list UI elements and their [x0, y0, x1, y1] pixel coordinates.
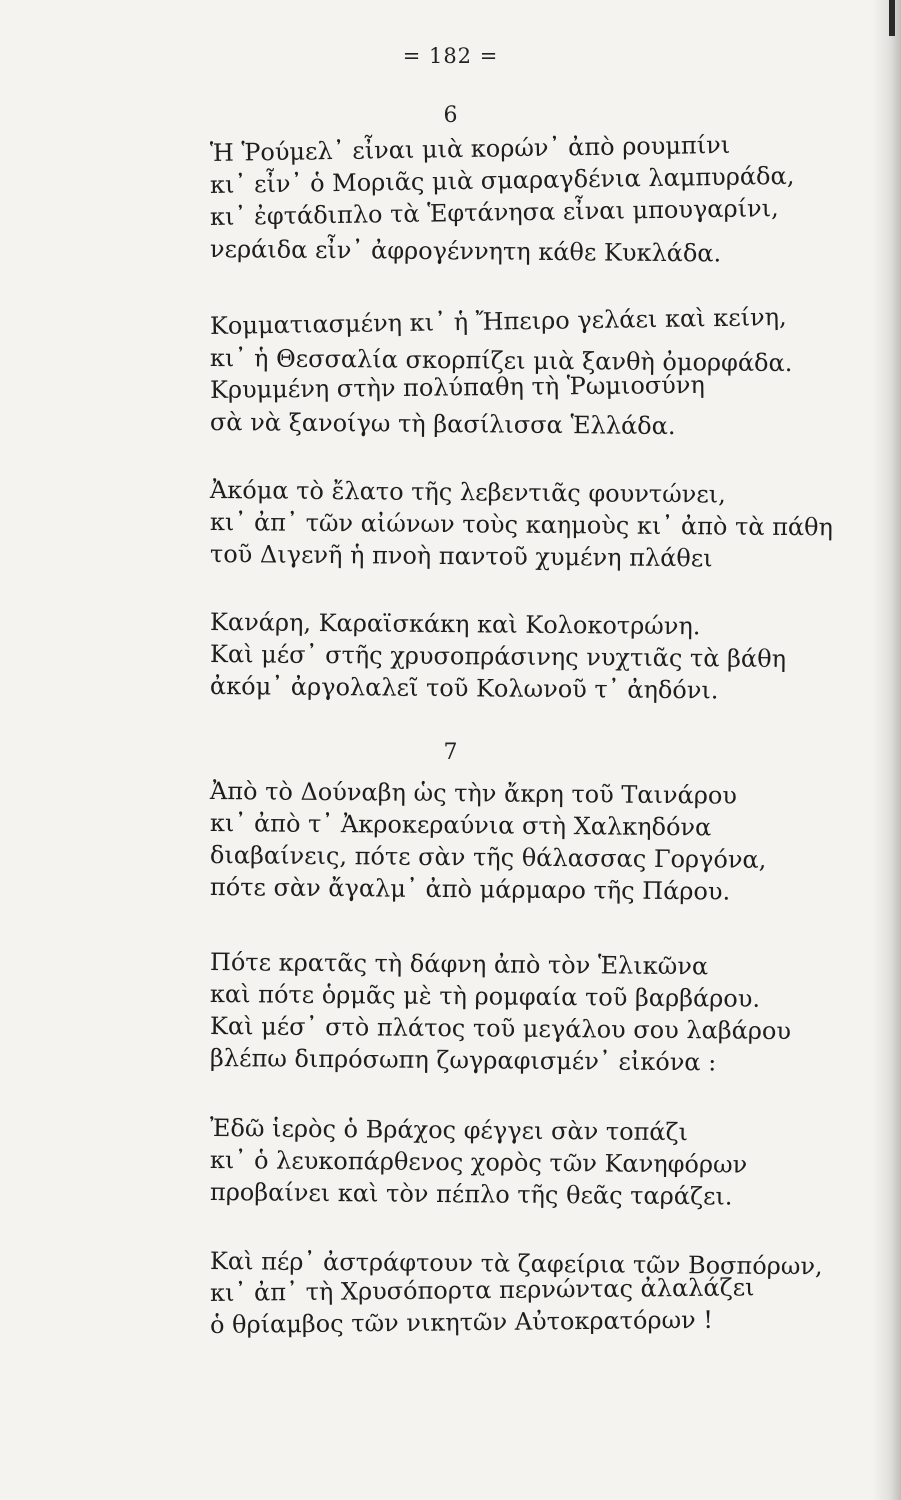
verse-line: κι᾽ ἀπὸ τ᾽ Ἀκροκεραύνια στὴ Χαλκηδόνα	[209, 809, 712, 842]
verse-line: Ἐδῶ ἱερὸς ὁ Βράχος φέγγει σὰν τοπάζι	[209, 1114, 689, 1147]
verse-line: τοῦ Διγενῆ ἡ πνοὴ παντοῦ χυμένη πλάθει	[209, 540, 713, 573]
verse-line: Καὶ μέσ᾽ στὸ πλάτος τοῦ μεγάλου σου λαβάρου	[209, 1012, 792, 1046]
verse-line: Καὶ πέρ᾽ ἀστράφτουν τὰ ζαφείρια τῶν Βοσπόρων,	[209, 1247, 823, 1281]
verse-line: ὁ θρίαμβος τῶν νικητῶν Αὐτοκρατόρων !	[209, 1305, 714, 1339]
verse-line: Ἀπὸ τὸ Δούναβη ὡς τὴν ἄκρη τοῦ Ταινάρου	[209, 777, 738, 810]
stanza-6-1	[209, 130, 810, 268]
verse-line: Ἀκόμα τὸ ἔλατο τῆς λεβεντιᾶς φουντώνει,	[209, 476, 726, 509]
stanza-7-4	[209, 1245, 823, 1341]
verse-line: κι᾽ εἶν᾽ ὁ Μοριᾶς μιὰ σμαραγδένια λαμπυράδα,	[209, 161, 795, 199]
stanza-6-4	[209, 606, 810, 705]
verse-line: κι᾽ ἀπ᾽ τῶν αἰώνων τοὺς καημοὺς κι᾽ ἀπὸ τὰ πάθη	[209, 508, 834, 542]
verse-line: κι᾽ ἀπ᾽ τὴ Χρυσόπορτα περνώντας ἀλαλάζει	[209, 1273, 755, 1307]
stanza-6-3	[209, 474, 834, 573]
verse-line: κι᾽ ἡ Θεσσαλία σκορπίζει μιὰ ξανθὴ ὀμορφάδα.	[209, 344, 793, 378]
page-edge-mark	[889, 0, 895, 36]
verse-line: βλέπω διπρόσωπη ζωγραφισμέν᾽ εἰκόνα :	[209, 1044, 717, 1077]
stanza-7-2	[209, 946, 810, 1077]
verse-line: κι᾽ ὁ λευκοπάρθενος χορὸς τῶν Κανηφόρων	[209, 1146, 748, 1179]
stanza-7-3	[209, 1112, 810, 1211]
verse-line: Κρυμμένη στὴν πολύπαθη τὴ Ῥωμιοσύνη	[209, 370, 705, 404]
verse-line: προβαίνει καὶ τὸν πέπλο τῆς θεᾶς ταράζει.	[209, 1178, 733, 1211]
verse-line: Καὶ μέσ᾽ στῆς χρυσοπράσινης νυχτιᾶς τὰ βάθη	[209, 640, 787, 674]
page-number: = 182 =	[402, 44, 499, 68]
verse-line: Κομματιασμένη κι᾽ ἡ Ἤπειρο γελάει καὶ κείνη,	[209, 302, 787, 340]
verse-line: σὰ νὰ ξανοίγω τὴ βασίλισσα Ἑλλάδα.	[209, 408, 676, 441]
verse-line: καὶ πότε ὁρμᾶς μὲ τὴ ρομφαία τοῦ βαρβάρου.	[209, 980, 761, 1013]
verse-line: Κανάρη, Καραϊσκάκη καὶ Κολοκοτρώνη.	[209, 608, 701, 641]
section-number-7: 7	[443, 740, 458, 765]
verse-line: Ἡ Ῥούμελ᾽ εἶναι μιὰ κορών᾽ ἀπὸ ρουμπίνι	[209, 130, 731, 167]
verse-line: πότε σὰν ἄγαλμ᾽ ἀπὸ μάρμαρο τῆς Πάρου.	[209, 873, 731, 906]
stanza-7-1	[209, 775, 810, 906]
section-number-6: 6	[443, 103, 458, 128]
verse-line: κι᾽ ἐφτάδιπλο τὰ Ἑφτάνησα εἶναι μπουγαρίνι,	[209, 194, 779, 231]
verse-line: διαβαίνεις, πότε σὰν τῆς θάλασσας Γοργόνα,	[209, 841, 767, 874]
stanza-6-2	[209, 302, 810, 441]
verse-line: ἀκόμ᾽ ἀργολαλεῖ τοῦ Κολωνοῦ τ᾽ ἀηδόνι.	[209, 672, 719, 705]
verse-line: Πότε κρατᾶς τὴ δάφνη ἀπὸ τὸν Ἑλικῶνα	[209, 948, 709, 981]
verse-line: νεράιδα εἶν᾽ ἀφρογέννητη κάθε Κυκλάδα.	[209, 235, 722, 268]
